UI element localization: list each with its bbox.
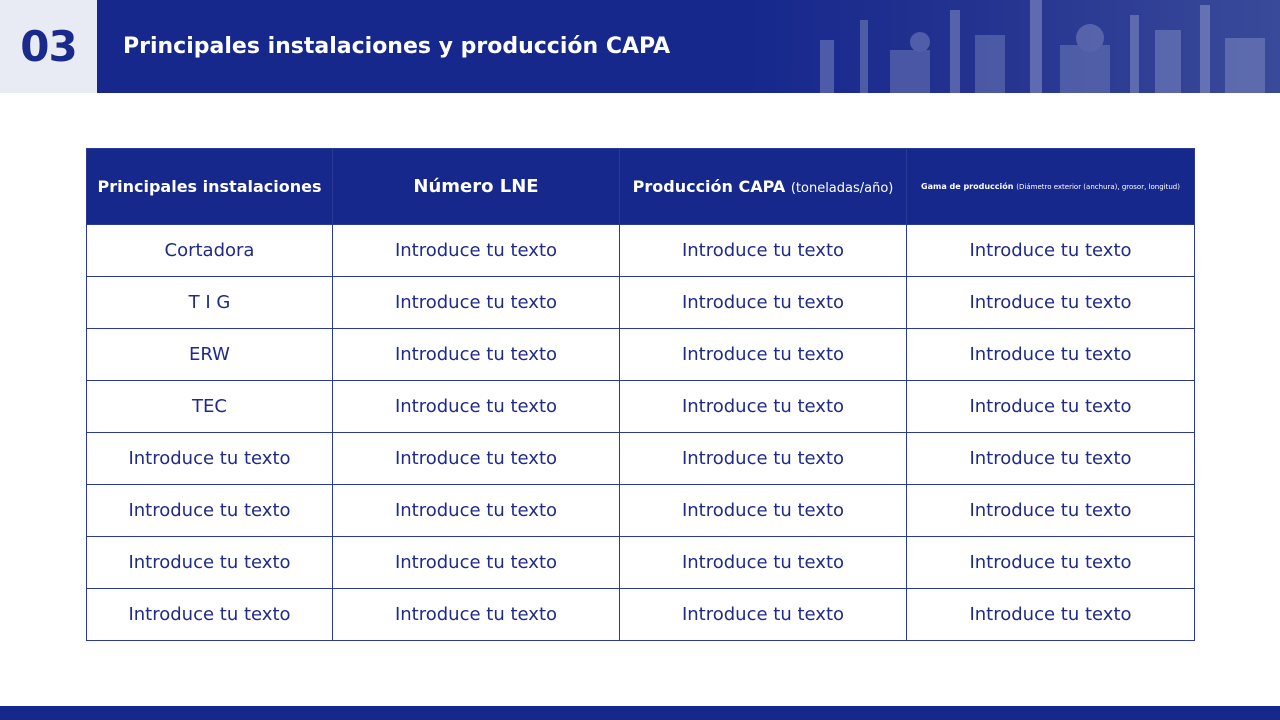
table-row <box>87 537 1195 589</box>
table-cell[interactable]: Introduce tu texto <box>333 589 620 641</box>
section-number-box <box>0 0 97 93</box>
table-cell[interactable]: Introduce tu texto <box>333 329 620 381</box>
table-row <box>87 329 1195 381</box>
table-cell[interactable]: Introduce tu texto <box>333 537 620 589</box>
table-cell[interactable]: Introduce tu texto <box>333 225 620 277</box>
table-cell[interactable]: Introduce tu texto <box>620 485 907 537</box>
table-cell[interactable]: Introduce tu texto <box>907 537 1195 589</box>
table-cell[interactable]: Introduce tu texto <box>87 433 333 485</box>
industrial-skyline-image <box>800 0 1280 93</box>
header-unit: (toneladas/año) <box>790 181 894 196</box>
table-cell[interactable]: Introduce tu texto <box>333 485 620 537</box>
table-cell[interactable]: Introduce tu texto <box>87 537 333 589</box>
table-cell[interactable]: T I G <box>87 277 333 329</box>
table-cell[interactable]: TEC <box>87 381 333 433</box>
header-installations <box>87 149 333 225</box>
table-cell[interactable]: Introduce tu texto <box>620 433 907 485</box>
table-cell[interactable]: Introduce tu texto <box>333 381 620 433</box>
footer-bar <box>0 706 1280 720</box>
table-cell[interactable]: Introduce tu texto <box>907 589 1195 641</box>
table-cell[interactable]: Introduce tu texto <box>333 277 620 329</box>
table-cell[interactable]: Introduce tu texto <box>620 381 907 433</box>
table-cell[interactable]: Cortadora <box>87 225 333 277</box>
table-cell[interactable]: Introduce tu texto <box>620 537 907 589</box>
table-cell[interactable]: Introduce tu texto <box>87 485 333 537</box>
table-cell[interactable]: Introduce tu texto <box>907 277 1195 329</box>
header-label: Producción CAPA <box>632 177 786 196</box>
table-cell[interactable]: Introduce tu texto <box>333 433 620 485</box>
header-label: Gama de producción <box>921 182 1014 191</box>
installations-table <box>86 148 1195 641</box>
table-cell[interactable]: Introduce tu texto <box>620 329 907 381</box>
table-cell[interactable]: Introduce tu texto <box>907 225 1195 277</box>
header-capa-production <box>620 149 907 225</box>
header-unit: (Diámetro exterior (anchura), grosor, longitud) <box>1016 183 1180 191</box>
table-row <box>87 485 1195 537</box>
header-bar <box>0 0 1280 93</box>
table-cell[interactable]: Introduce tu texto <box>87 589 333 641</box>
page-title: Principales instalaciones y producción CAPA <box>123 34 671 59</box>
table-cell[interactable]: ERW <box>87 329 333 381</box>
table-row <box>87 589 1195 641</box>
table-cell[interactable]: Introduce tu texto <box>907 329 1195 381</box>
table-cell[interactable]: Introduce tu texto <box>907 485 1195 537</box>
table-row <box>87 381 1195 433</box>
table-cell[interactable]: Introduce tu texto <box>907 381 1195 433</box>
table-row <box>87 433 1195 485</box>
header-lne-number <box>333 149 620 225</box>
table-cell[interactable]: Introduce tu texto <box>620 589 907 641</box>
title-band <box>97 0 1280 93</box>
table-cell[interactable]: Introduce tu texto <box>620 225 907 277</box>
section-number: 03 <box>20 22 77 71</box>
table-header-row <box>87 149 1195 225</box>
header-label: Principales instalaciones <box>97 177 322 196</box>
table-cell[interactable]: Introduce tu texto <box>620 277 907 329</box>
table-cell[interactable]: Introduce tu texto <box>907 433 1195 485</box>
header-label: Número LNE <box>413 176 539 197</box>
table-row <box>87 225 1195 277</box>
table-row <box>87 277 1195 329</box>
header-production-range <box>907 149 1195 225</box>
